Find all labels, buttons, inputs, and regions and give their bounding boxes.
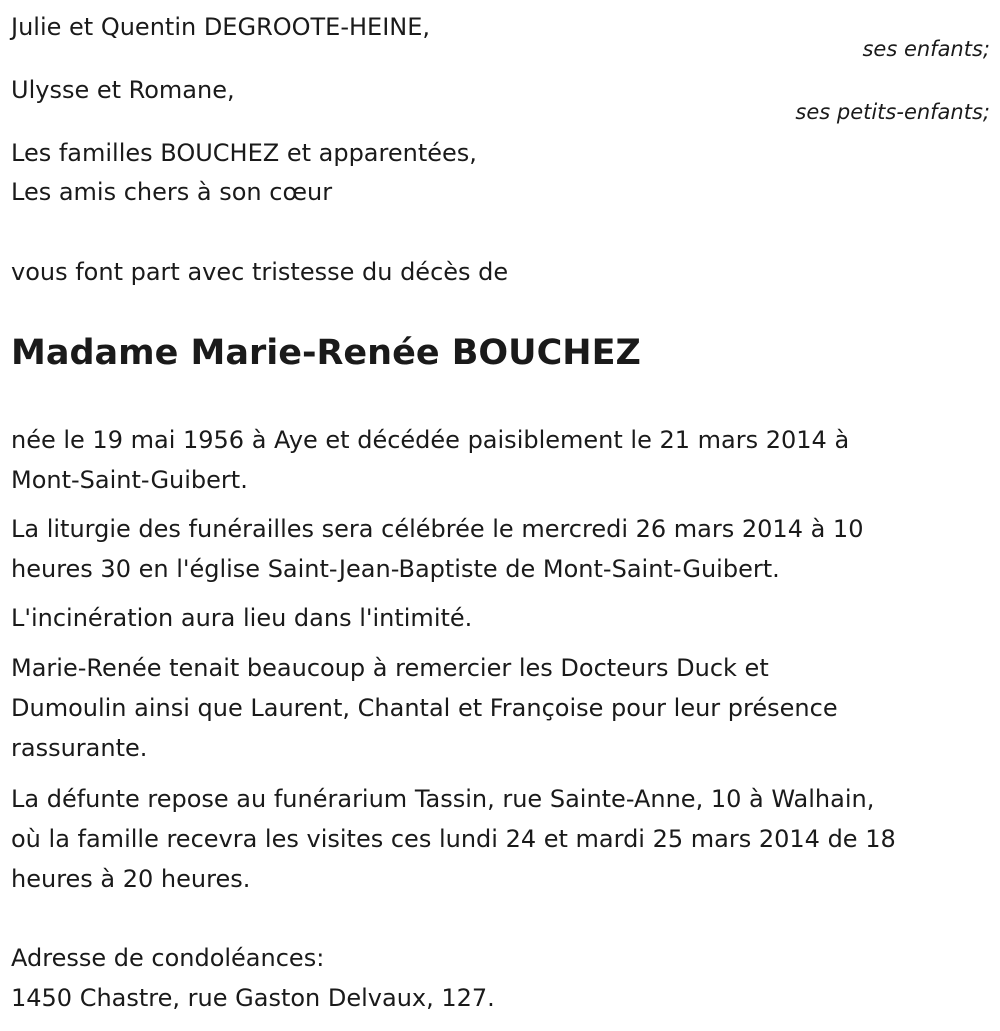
thanks-line-3: rassurante. xyxy=(11,734,148,762)
children-names: Julie et Quentin DEGROOTE-HEINE, xyxy=(11,13,431,41)
thanks-line-1: Marie-Renée tenait beaucoup à remercier les Docteurs Duck et xyxy=(11,654,769,682)
funeral-line-2: heures 30 en l'église Saint-Jean-Baptiste de Mont-Saint-Guibert. xyxy=(11,555,780,583)
families-line: Les familles BOUCHEZ et apparentées, xyxy=(11,139,477,167)
grandchildren-role: ses petits-enfants; xyxy=(795,100,990,124)
thanks-line-2: Dumoulin ainsi que Laurent, Chantal et Françoise pour leur présence xyxy=(11,694,838,722)
visitation-line-3: heures à 20 heures. xyxy=(11,865,251,893)
announcement-text: vous font part avec tristesse du décès de xyxy=(11,258,509,286)
deceased-name: Madame Marie-Renée BOUCHEZ xyxy=(11,333,641,373)
condolences-label: Adresse de condoléances: xyxy=(11,944,325,972)
visitation-line-2: où la famille recevra les visites ces lundi 24 et mardi 25 mars 2014 de 18 xyxy=(11,825,896,853)
condolences-address: 1450 Chastre, rue Gaston Delvaux, 127. xyxy=(11,984,495,1012)
children-role: ses enfants; xyxy=(862,37,990,61)
grandchildren-names: Ulysse et Romane, xyxy=(11,76,235,104)
funeral-line-1: La liturgie des funérailles sera célébrée le mercredi 26 mars 2014 à 10 xyxy=(11,515,864,543)
birth-death-line-2: Mont-Saint-Guibert. xyxy=(11,466,248,494)
cremation-line: L'incinération aura lieu dans l'intimité. xyxy=(11,604,473,632)
birth-death-line-1: née le 19 mai 1956 à Aye et décédée paisiblement le 21 mars 2014 à xyxy=(11,426,850,454)
visitation-line-1: La défunte repose au funérarium Tassin, rue Sainte-Anne, 10 à Walhain, xyxy=(11,785,875,813)
friends-line: Les amis chers à son cœur xyxy=(11,178,333,206)
